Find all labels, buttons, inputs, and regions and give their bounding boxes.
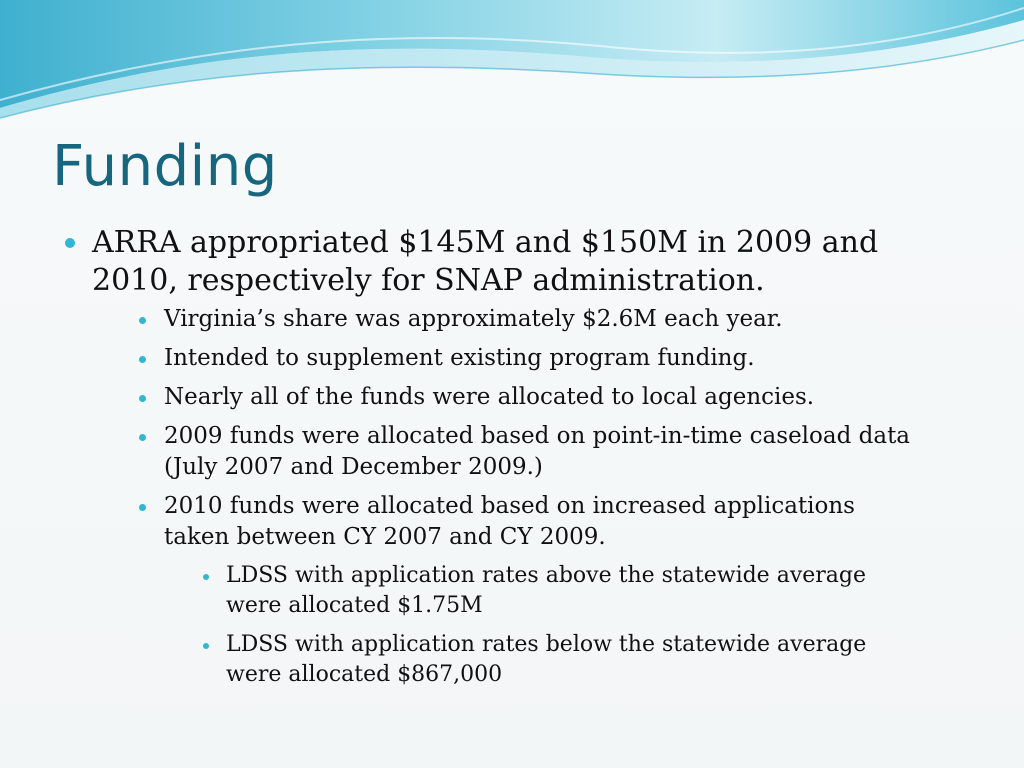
bullet-dot-icon <box>65 238 75 248</box>
sub-bullet-text: 2010 funds were allocated based on increased applications taken between CY 2007 and CY 2009. <box>164 493 855 550</box>
sub-bullet-text: 2009 funds were allocated based on point-in-time caseload data (July 2007 and December 2009.) <box>164 423 911 480</box>
slide-title: Funding <box>52 134 278 199</box>
wave-banner-decoration <box>0 0 1024 130</box>
sub-bullet-item <box>164 491 924 553</box>
bullet-item <box>60 224 940 300</box>
sub-bullet-item <box>164 343 924 374</box>
sub-sub-bullet-item <box>226 630 926 690</box>
bullet-dot-icon <box>203 574 209 580</box>
bullet-dot-icon <box>139 356 146 363</box>
sub-bullet-item <box>164 421 924 483</box>
sub-bullet-item <box>164 304 924 335</box>
sub-sub-bullet-text: LDSS with application rates above the statewide average were allocated $1.75M <box>226 563 866 618</box>
bullet-text: ARRA appropriated $145M and $150M in 2009 and 2010, respectively for SNAP administration. <box>92 225 879 298</box>
sub-sub-bullet-item <box>226 561 926 621</box>
sub-bullet-item <box>164 382 924 413</box>
sub-sub-bullet-text: LDSS with application rates below the statewide average were allocated $867,000 <box>226 632 867 687</box>
bullet-dot-icon <box>139 395 146 402</box>
bullet-list <box>60 224 940 699</box>
sub-bullet-text: Intended to supplement existing program funding. <box>164 345 755 371</box>
bullet-dot-icon <box>139 434 146 441</box>
bullet-dot-icon <box>203 643 209 649</box>
bullet-dot-icon <box>139 317 146 324</box>
sub-bullet-text: Nearly all of the funds were allocated to local agencies. <box>164 384 815 410</box>
sub-bullet-text: Virginia’s share was approximately $2.6M each year. <box>164 306 783 332</box>
bullet-dot-icon <box>139 504 146 511</box>
